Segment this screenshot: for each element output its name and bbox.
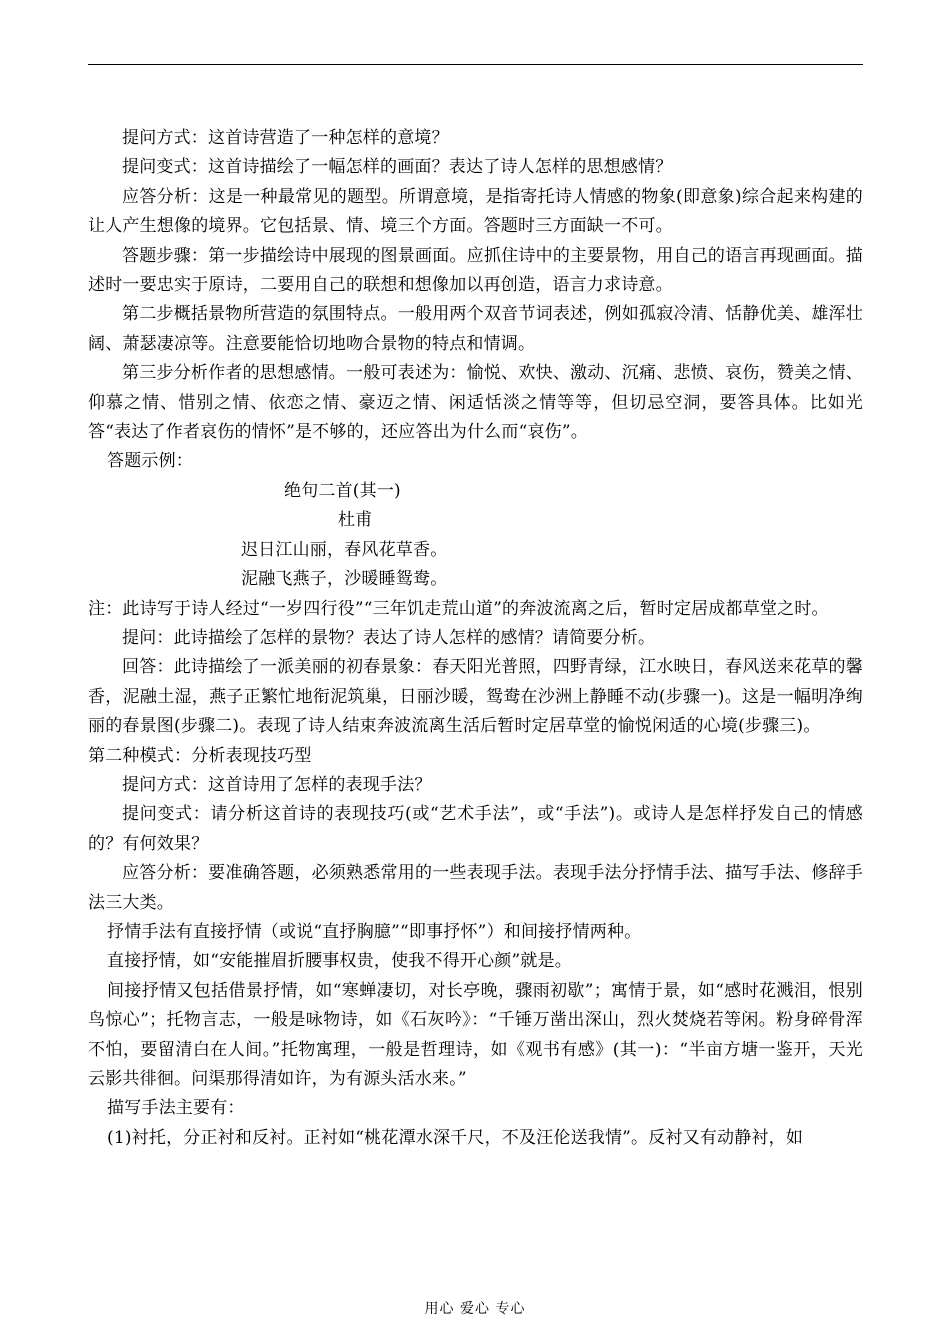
header-rule [88, 64, 863, 65]
paragraph: (1)衬托，分正衬和反衬。正衬如“桃花潭水深千尺，不及汪伦送我情”。反衬又有动静衬，如 [107, 1127, 804, 1148]
paragraph: 答题步骤：第一步描绘诗中展现的图景画面。应抓住诗中的主要景物，用自己的语言再现画面。描述时一要忠实于原诗，二要用自己的联想和想像加以再创造，语言力求诗意。 [88, 245, 863, 296]
paragraph: 描写手法主要有： [107, 1098, 245, 1119]
paragraph: 应答分析：要准确答题，必须熟悉常用的一些表现手法。表现手法分抒情手法、描写手法、修辞手法三大类。 [88, 863, 863, 913]
paragraph: 回答：此诗描绘了一派美丽的初春景象：春天阳光普照，四野青绿，江水映日，春风送来花草的馨香，泥融土湿，燕子正繁忙地衔泥筑巢，日丽沙暖，鸳鸯在沙洲上静睡不动(步骤一)。这是一幅明净绚丽的春景图(步骤二)。表现了诗人结束奔波流离生活后暂时定居草堂的愉悦闲适的心境(步骤三)。 [88, 657, 863, 737]
note: 注：此诗写于诗人经过“一岁四行役”“三年饥走荒山道”的奔波流离之后，暂时定居成都草堂之时。 [88, 598, 829, 619]
paragraph: 第三步分析作者的思想感情。一般可表述为：愉悦、欢快、激动、沉痛、悲愤、哀伤，赞美之情、仰慕之情、惜别之情、依恋之情、豪迈之情、闲适恬淡之情等等，但切忌空洞，要答具体。比如光答“表达了作者哀伤的情怀”是不够的，还应答出为什么而“哀伤”。 [88, 363, 863, 443]
paragraph: 间接抒情又包括借景抒情，如“寒蝉凄切，对长亭晚，骤雨初歇”；寓情于景，如“感时花溅泪，恨别鸟惊心”；托物言志，一般是咏物诗，如《石灰吟》：“千锤万凿出深山，烈火焚烧若等闲。粉身碎骨浑不怕，要留清白在人间。”托物寓理，一般是哲理诗，如《观书有感》(其一)：“半亩方塘一鉴开，天光云影共徘徊。问渠那得清如许，为有源头活水来。” [88, 980, 863, 1089]
paragraph: 提问方式：这首诗用了怎样的表现手法？ [122, 774, 432, 795]
paragraph: 提问方式：这首诗营造了一种怎样的意境？ [122, 128, 449, 148]
paragraph: 直接抒情，如“安能摧眉折腰事权贵，使我不得开心颜”就是。 [107, 951, 572, 972]
paragraph: 第二步概括景物所营造的氛围特点。一般用两个双音节词表述，例如孤寂冷清、恬静优美、雄浑壮阔、萧瑟凄凉等。注意要能恰切地吻合景物的特点和情调。 [88, 304, 863, 354]
poem-author: 杜甫 [338, 510, 373, 531]
section-heading: 第二种模式：分析表现技巧型 [88, 745, 312, 766]
example-heading: 答题示例： [107, 451, 193, 472]
poem-line: 迟日江山丽，春风花草香。 [241, 539, 448, 560]
document-body [88, 124, 863, 1153]
paragraph: 提问变式：请分析这首诗的表现技巧(或“艺术手法”，或“手法”)。或诗人是怎样抒发自己的情感的？有何效果？ [88, 804, 863, 854]
paragraph: 提问：此诗描绘了怎样的景物？表达了诗人怎样的感情？请简要分析。 [122, 627, 656, 648]
paragraph: 提问变式：这首诗描绘了一幅怎样的画面？表达了诗人怎样的思想感情？ [122, 157, 673, 178]
paragraph: 应答分析：这是一种最常见的题型。所谓意境，是指寄托诗人情感的物象(即意象)综合起来构建的让人产生想像的境界。它包括景、情、境三个方面。答题时三方面缺一不可。 [88, 186, 863, 237]
paragraph: 抒情手法有直接抒情（或说“直抒胸臆”“即事抒怀”）和间接抒情两种。 [107, 921, 642, 942]
poem-line: 泥融飞燕子，沙暖睡鸳鸯。 [241, 569, 448, 590]
page-footer: 用心 爱心 专心 [424, 1301, 526, 1317]
poem-title: 绝句二首(其一) [284, 480, 401, 501]
